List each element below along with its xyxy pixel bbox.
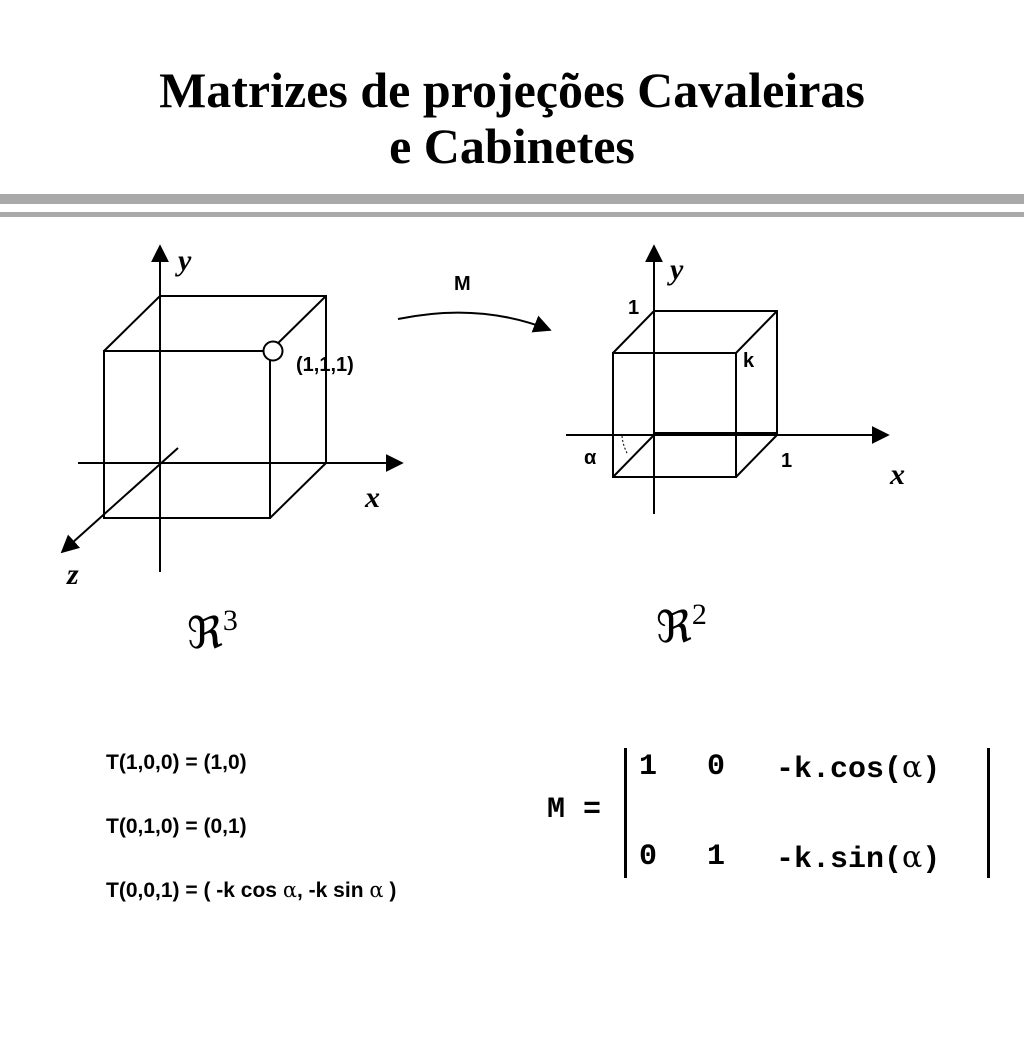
real-space-symbol-r2: ℜ: [656, 602, 692, 653]
matrix-label: M =: [547, 793, 602, 827]
k-label: k: [743, 350, 755, 372]
space-label-r2: [656, 598, 707, 653]
r1c3-prefix: -k.cos(: [776, 753, 903, 787]
r2c3-suffix: ): [922, 843, 941, 877]
title-line-1: Matrizes de projeções Cavaleiras: [159, 62, 865, 118]
projected-edge-bottom-right: [736, 435, 777, 477]
matrix-right-bar: [987, 748, 990, 878]
axes-2d: [566, 246, 888, 514]
equation-t001: [106, 878, 396, 903]
r1c3-suffix: ): [922, 753, 941, 787]
y-axis-label-3d: y: [178, 244, 192, 277]
eq3-alpha-2: α: [369, 878, 384, 902]
eq3-suffix: ): [383, 879, 397, 902]
equation-t010: T(0,1,0) = (0,1): [106, 815, 247, 838]
matrix-r2c2: 1: [707, 840, 726, 874]
x-axis-label-2d: x: [890, 458, 905, 491]
matrix-r1c1: 1: [639, 750, 658, 784]
matrix-r2c1: 0: [639, 840, 658, 874]
r2c3-prefix: -k.sin(: [776, 843, 903, 877]
projected-cube: [613, 311, 777, 477]
mapping-label: M: [454, 273, 471, 295]
alpha-angle-arc: [622, 436, 628, 455]
real-space-power-r2: 2: [691, 598, 707, 631]
real-space-symbol-r3: ℜ: [187, 608, 223, 659]
matrix-r1c3: [776, 750, 940, 787]
eq3-alpha-1: α: [282, 878, 297, 902]
point-marker: [264, 342, 283, 361]
matrix-r2c3: [776, 840, 940, 877]
unit-x-label: 1: [781, 450, 793, 472]
projected-edge-bottom-left: [613, 435, 654, 477]
matrix-r1c2: 0: [707, 750, 726, 784]
title-line-2: e Cabinetes: [389, 118, 635, 174]
unit-y-label: 1: [628, 297, 640, 319]
projected-edge-top-right: [736, 311, 777, 353]
space-label-r3: [187, 604, 238, 659]
axes-3d: [62, 246, 402, 572]
cube-edge-top-left: [104, 296, 160, 351]
eq3-middle: , -k sin: [297, 879, 370, 902]
matrix-left-bar: [624, 748, 627, 878]
point-label: (1,1,1): [296, 354, 354, 376]
r2c3-alpha: α: [902, 840, 923, 875]
equation-t100: T(1,0,0) = (1,0): [106, 751, 247, 774]
mapping-arrow: [398, 313, 550, 330]
y-axis-label-2d: y: [670, 253, 684, 286]
alpha-label: α: [584, 447, 597, 469]
r1c3-alpha: α: [902, 750, 923, 785]
x-axis-label-3d: x: [365, 481, 380, 514]
real-space-power-r3: 3: [222, 604, 238, 637]
cube-edge-bottom-right: [270, 463, 326, 518]
z-axis-label-3d: z: [67, 558, 79, 591]
eq3-prefix: T(0,0,1) = ( -k cos: [106, 879, 283, 902]
